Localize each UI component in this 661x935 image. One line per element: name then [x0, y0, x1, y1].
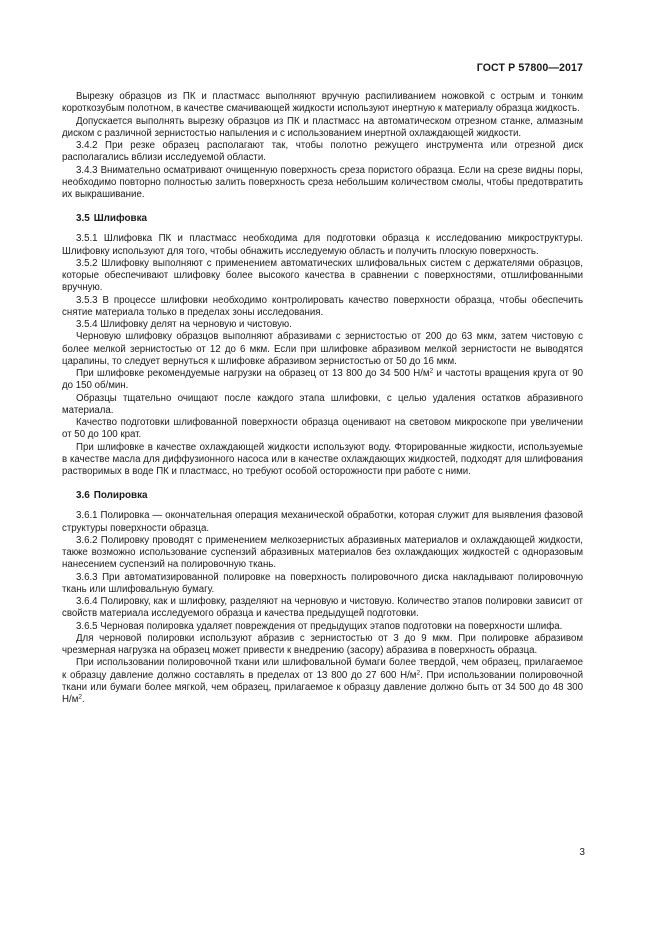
paragraph: Вырезку образцов из ПК и пластмасс выполняют вручную распиливанием ножовкой с острым и тонким короткозубым полотном, в качестве смачивающей жидкости используют инертную к материалу образца жидкость.: [62, 91, 583, 115]
document-body: [62, 91, 583, 706]
paragraph: Черновую шлифовку образцов выполняют абразивами с зернистостью от 200 до 63 мкм, затем чистовую с более мелкой зернистостью от 12 до 6 мкм. Если при шлифовке абразивом мелкой зернистости не выводятся царапины, то следует вернуться к шлифовке абразивом зернистостью от 50 до 16 мкм.: [62, 331, 583, 367]
paragraph: При шлифовке рекомендуемые нагрузки на образец от 13 800 до 34 500 $Н/м^2$ и частоты вращения круга от 90 до 150 об/мин.: [62, 367, 583, 392]
paragraph: При шлифовке в качестве охлаждающей жидкости используют воду. Фторированные жидкости, используемые в качестве масла для диффузионного насоса или в качестве охлаждающих жидкостей, подходят для шлифования растворимых в воде ПК и пластмасс, но требуют особой осторожности при работе с ними.: [62, 441, 583, 477]
section-title: Шлифовка: [93, 213, 148, 225]
section-heading: [76, 213, 583, 225]
paragraph: Образцы тщательно очищают после каждого этапа шлифовки, с целью удаления остатков абразивного материала.: [62, 392, 583, 416]
paragraph: При использовании полировочной ткани или шлифовальной бумаги более твердой, чем образец, прилагаемое к образцу давление должно составлять в пределах от 13 800 до 27 600 $Н/м^2$. При использовании полировочной ткани или бумаги более мягкой, чем образец, прилагаемое к образцу давление должно быть от 34 500 до 48 300 $Н/м^2$.: [62, 657, 584, 705]
page-number: 3: [579, 847, 585, 858]
paragraph: 3.6.4 Полировку, как и шлифовку, разделяют на черновую и чистовую. Количество этапов полировки зависит от свойств материала исследуемого образца и качества предыдущей подготовки.: [62, 596, 583, 620]
section-number: 3.6: [76, 490, 90, 502]
paragraph: Качество подготовки шлифованной поверхности образца оценивают на световом микроскопе при увеличении от 50 до 100 крат.: [62, 417, 583, 441]
section-heading: [76, 490, 583, 502]
paragraph: 3.6.5 Черновая полировка удаляет повреждения от предыдущих этапов подготовки на поверхности шлифа.: [76, 620, 563, 632]
paragraph: 3.6.3 При автоматизированной полировке на поверхность полировочного диска накладывают полировочную ткань или шлифовальную бумагу.: [62, 571, 583, 595]
paragraph: 3.6.2 Полировку проводят с применением мелкозернистых абразивных материалов и охлаждающей жидкости, также возможно использование суспензий абразивных материалов без охлаждающих жидкостей с одноразовым нанесением суспензий на полировочную ткань.: [62, 534, 583, 571]
paragraph: 3.5.1 Шлифовка ПК и пластмасс необходима для подготовки образца к исследованию микроструктуры. Шлифовку используют для того, чтобы обнажить исследуемую область и получить плоскую поверхность.: [62, 233, 583, 257]
paragraph: 3.5.3 В процессе шлифовки необходимо контролировать качество поверхности образца, чтобы обеспечить снятие материала только в пределах зоны исследования.: [62, 294, 583, 318]
paragraph: 3.6.1 Полировка — окончательная операция механической обработки, которая служит для выявления фазовой структуры поверхности образца.: [62, 510, 583, 534]
paragraph: Допускается выполнять вырезку образцов из ПК и пластмасс на автоматическом отрезном станке, алмазным диском с различной зернистостью напыления и с использованием инертной охлаждающей жидкости.: [62, 115, 583, 139]
paragraph: 3.5.2 Шлифовку выполняют с применением автоматических шлифовальных систем с держателями образцов, которые обеспечивают шлифовку более высокого качества в сравнении с поверхностями, отшлифованными вручную.: [62, 257, 583, 294]
document-number: ГОСТ Р 57800—2017: [476, 62, 583, 74]
paragraph: 3.4.2 При резке образец располагают так, чтобы полотно режущего инструмента или отрезной диск располагались вблизи исследуемой области.: [62, 140, 583, 164]
paragraph: Для черновой полировки используют абразив с зернистостью от 3 до 9 мкм. При полировке абразивом чрезмерная нагрузка на образец может привести к внедрению (засору) абразива в поверхность образца.: [62, 632, 583, 656]
paragraph: 3.4.3 Внимательно осматривают очищенную поверхность среза пористого образца. Если на срезе видны поры, необходимо повторно полностью залить поверхность среза небольшим количеством смолы, чтобы предотвратить их выкрашивание.: [62, 164, 583, 200]
paragraph: 3.5.4 Шлифовку делят на черновую и чистовую.: [76, 319, 292, 330]
section-title: Полировка: [93, 490, 148, 502]
section-number: 3.5: [76, 213, 90, 225]
